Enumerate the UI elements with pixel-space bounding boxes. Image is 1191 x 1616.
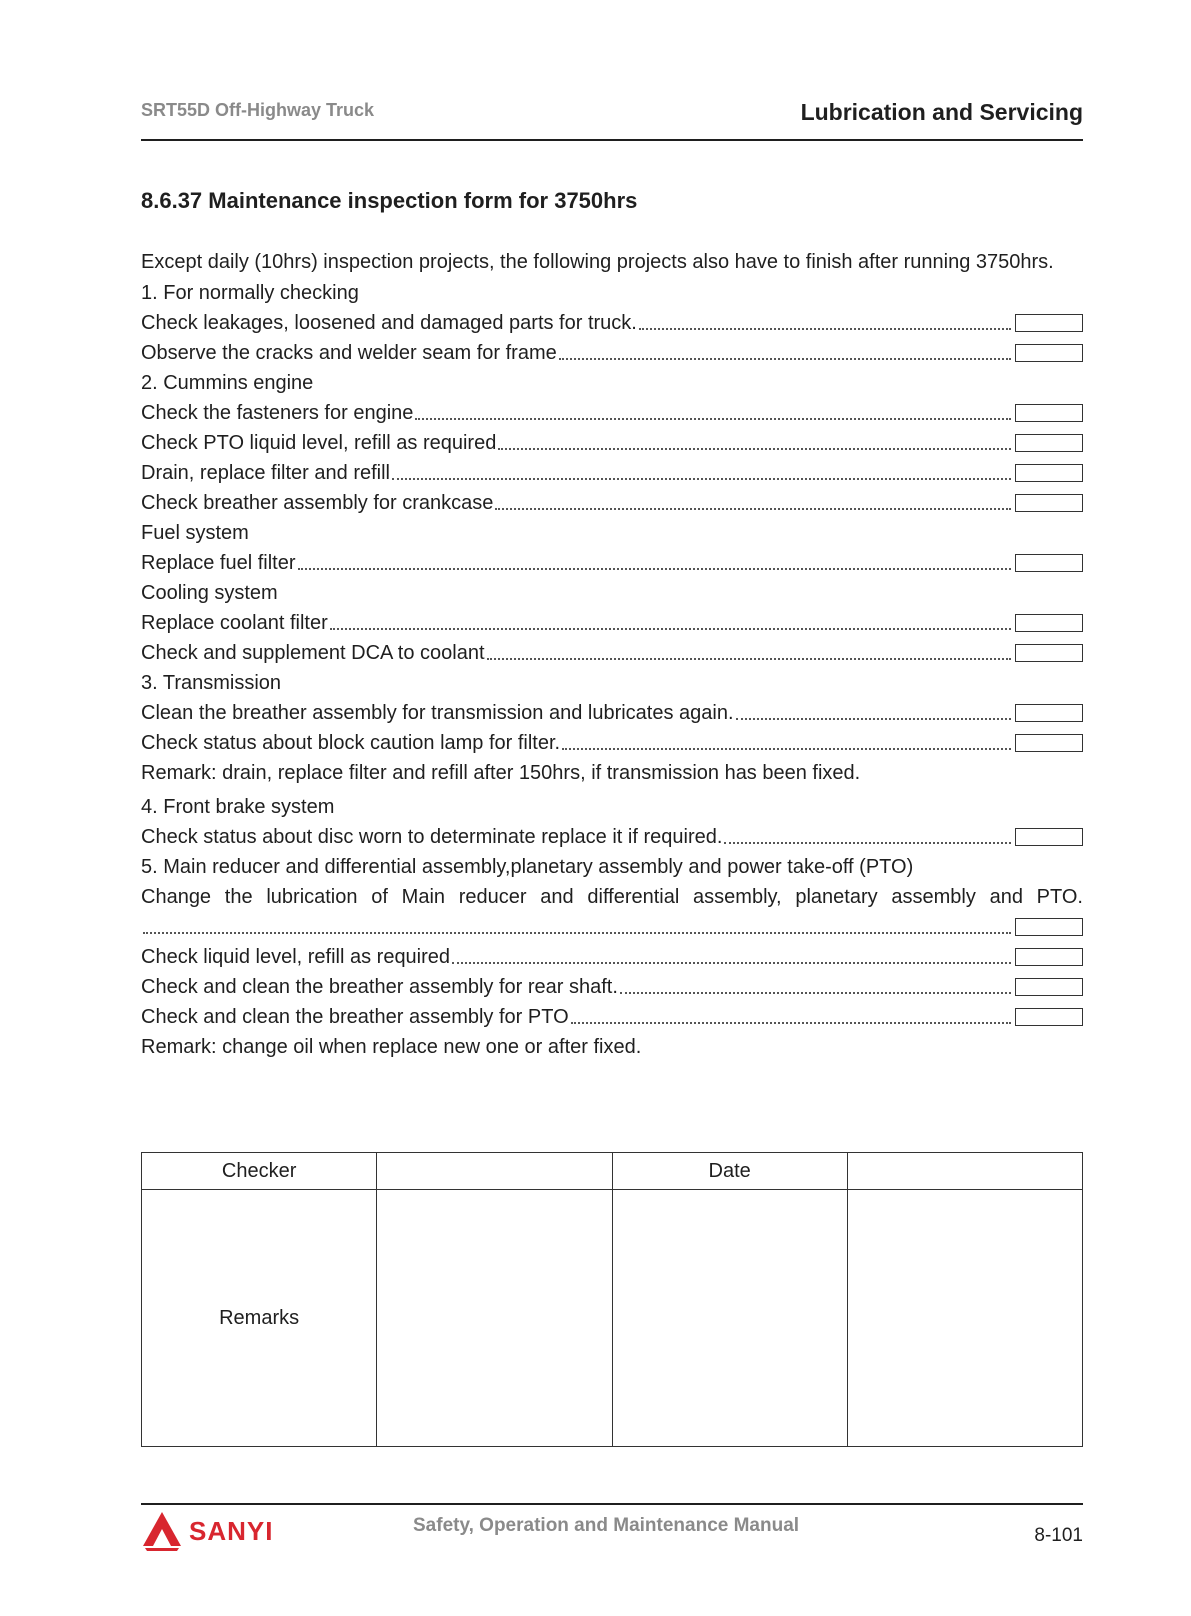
checkbox[interactable] — [1015, 644, 1083, 662]
check-item — [141, 488, 1083, 518]
check-item-label: Replace fuel filter — [141, 552, 296, 574]
dot-leader — [415, 418, 1011, 420]
remarks-label: Remarks — [142, 1190, 377, 1447]
dot-leader — [639, 328, 1011, 330]
check-item — [141, 728, 1083, 758]
check-item — [141, 1002, 1083, 1032]
inspection-list — [141, 246, 1083, 1062]
dot-leader — [495, 508, 1011, 510]
group-heading: 5. Main reducer and differential assembly,planetary assembly and power take-off (PTO) — [141, 856, 914, 878]
check-item-label: Check and clean the breather assembly for PTO — [141, 1006, 569, 1028]
header-chapter: Lubrication and Servicing — [800, 99, 1083, 125]
intro-paragraph: Except daily (10hrs) inspection projects, the following projects also have to finish after running 3750hrs. — [141, 251, 1054, 273]
dot-leader — [452, 962, 1011, 964]
check-item-label: Check and clean the breather assembly for rear shaft. — [141, 976, 618, 998]
checkbox[interactable] — [1015, 704, 1083, 722]
date-field[interactable] — [847, 1153, 1082, 1190]
dot-leader — [571, 1022, 1011, 1024]
check-item — [141, 972, 1083, 1002]
header-product: SRT55D Off-Highway Truck — [141, 100, 375, 120]
header-rule — [141, 139, 1083, 141]
check-item — [141, 608, 1083, 638]
check-item-label: Check status about disc worn to determinate replace it if required. — [141, 826, 723, 848]
check-item — [141, 698, 1083, 728]
checkbox[interactable] — [1015, 734, 1083, 752]
subgroup-heading: Fuel system — [141, 522, 249, 544]
dot-leader — [620, 992, 1011, 994]
check-item — [141, 308, 1083, 338]
check-item — [141, 398, 1083, 428]
group-heading: 3. Transmission — [141, 672, 282, 694]
check-item-label: Clean the breather assembly for transmission and lubricates again. — [141, 702, 734, 724]
subgroup-heading: Cooling system — [141, 582, 278, 604]
section-title: 8.6.37 Maintenance inspection form for 3750hrs — [141, 188, 638, 213]
brand-name: SANYI — [189, 1515, 274, 1546]
dot-leader — [559, 358, 1011, 360]
page-number: 8-101 — [1034, 1525, 1083, 1546]
sanyi-logo-icon — [141, 1510, 183, 1552]
check-item — [141, 458, 1083, 488]
check-item — [141, 428, 1083, 458]
check-item — [141, 942, 1083, 972]
manual-title: Safety, Operation and Maintenance Manual — [413, 1515, 800, 1536]
check-item-label: Check liquid level, refill as required — [141, 946, 451, 968]
check-item-label: Observe the cracks and welder seam for frame — [141, 342, 557, 364]
date-label: Date — [612, 1153, 847, 1190]
checkbox[interactable] — [1015, 314, 1083, 332]
checker-label: Checker — [142, 1153, 377, 1190]
checkbox[interactable] — [1015, 978, 1083, 996]
dot-leader — [392, 478, 1011, 480]
group-heading: 2. Cummins engine — [141, 372, 314, 394]
dot-leader — [736, 718, 1011, 720]
dot-leader — [330, 628, 1011, 630]
check-item-label: Check the fasteners for engine — [141, 402, 414, 424]
group-heading: 4. Front brake system — [141, 796, 335, 818]
checkbox[interactable] — [1015, 464, 1083, 482]
checkbox[interactable] — [1015, 434, 1083, 452]
footer-rule — [141, 1503, 1083, 1505]
dot-leader — [724, 842, 1011, 844]
checkbox[interactable] — [1015, 948, 1083, 966]
check-item — [141, 912, 1083, 942]
check-item-label: Replace coolant filter — [141, 612, 328, 634]
checkbox[interactable] — [1015, 1008, 1083, 1026]
signoff-table — [141, 1152, 1083, 1447]
check-item-label: Change the lubrication of Main reducer and differential assembly, planetary assembly and PTO. — [141, 886, 1083, 908]
checkbox[interactable] — [1015, 404, 1083, 422]
checkbox[interactable] — [1015, 614, 1083, 632]
check-item-label: Check PTO liquid level, refill as required — [141, 432, 497, 454]
remarks-field[interactable] — [612, 1190, 847, 1447]
check-item-label: Check and supplement DCA to coolant — [141, 642, 485, 664]
dot-leader — [498, 448, 1011, 450]
dot-leader — [143, 932, 1011, 934]
remark: Remark: change oil when replace new one or after fixed. — [141, 1036, 642, 1058]
dot-leader — [487, 658, 1011, 660]
check-item-label: Drain, replace filter and refill — [141, 462, 390, 484]
checkbox[interactable] — [1015, 344, 1083, 362]
checkbox[interactable] — [1015, 918, 1083, 936]
checker-field[interactable] — [377, 1153, 612, 1190]
check-item — [141, 338, 1083, 368]
group-heading: 1. For normally checking — [141, 282, 359, 304]
check-item — [141, 822, 1083, 852]
check-item — [141, 548, 1083, 578]
checkbox[interactable] — [1015, 494, 1083, 512]
check-item-label: Check status about block caution lamp for filter. — [141, 732, 561, 754]
remarks-field[interactable] — [847, 1190, 1082, 1447]
check-item-label: Check breather assembly for crankcase — [141, 492, 494, 514]
dot-leader — [562, 748, 1011, 750]
checkbox[interactable] — [1015, 554, 1083, 572]
brand-logo — [141, 1510, 273, 1552]
remarks-field[interactable] — [377, 1190, 612, 1447]
remark: Remark: drain, replace filter and refill after 150hrs, if transmission has been fixed. — [141, 762, 861, 784]
dot-leader — [298, 568, 1011, 570]
checkbox[interactable] — [1015, 828, 1083, 846]
check-item-label: Check leakages, loosened and damaged parts for truck. — [141, 312, 637, 334]
check-item — [141, 638, 1083, 668]
